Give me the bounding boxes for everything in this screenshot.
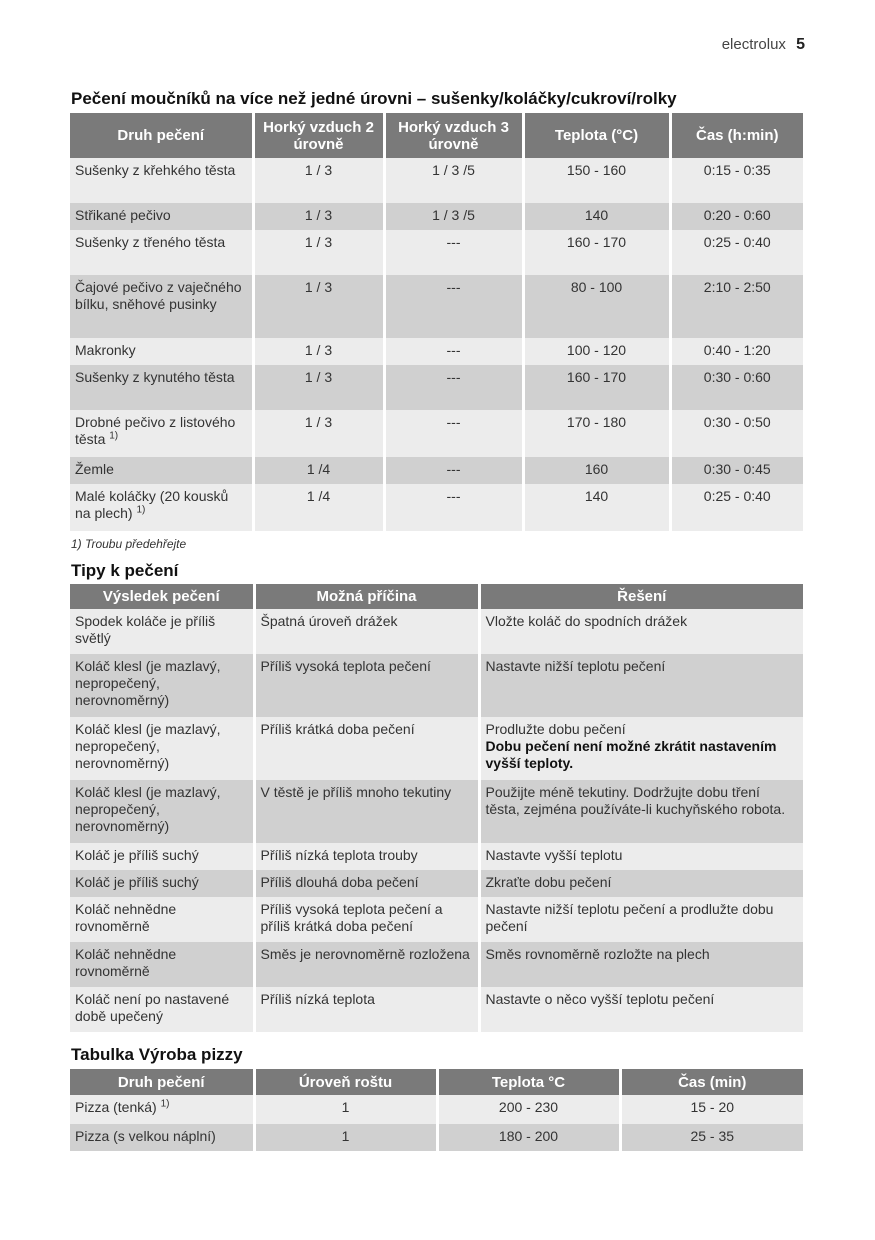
cell-hot-air-2 — [253, 203, 384, 230]
col-header-time: Čas (h:min) — [670, 113, 803, 158]
cell-druh-peceni — [70, 275, 253, 338]
cell-result-text: Koláč klesl (je mazlavý, nepropečený, nerovnoměrný) — [75, 658, 221, 708]
cell-solution — [479, 717, 803, 780]
table-row — [70, 158, 803, 203]
cell-hot-air-3-text: --- — [446, 342, 461, 358]
cell-cause — [254, 717, 479, 780]
cell-rack-level-text: 1 — [341, 1128, 350, 1144]
page-header — [722, 36, 805, 54]
solution-text: Zkraťte dobu pečení — [485, 874, 612, 890]
col-header-pizza-temperature: Teplota °C — [437, 1069, 620, 1095]
cell-pizza-time-text: 25 - 35 — [690, 1128, 735, 1144]
solution-warning: Dobu pečení není možné zkrátit nastavením vyšší teploty. — [485, 738, 777, 771]
cell-cause — [254, 987, 479, 1032]
footnote-ref: 1) — [160, 1098, 170, 1110]
cell-result-text: Koláč není po nastavené době upečený — [75, 991, 230, 1024]
col-header-rack-level: Úroveň roštu — [254, 1069, 437, 1095]
item-name: Makronky — [75, 342, 136, 358]
cell-hot-air-2 — [253, 457, 384, 484]
solution-text: Prodlužte dobu pečení — [485, 721, 626, 737]
cell-hot-air-2-text: 1 / 3 — [304, 234, 333, 250]
cell-hot-air-3-text: --- — [446, 234, 461, 250]
table-row — [70, 457, 803, 484]
cell-pizza-temperature — [437, 1095, 620, 1124]
item-name: Pizza (tenká) — [75, 1099, 157, 1115]
cell-temperature-text: 100 - 120 — [566, 342, 627, 358]
cell-rack-level-text: 1 — [341, 1099, 350, 1115]
item-name: Sušenky z třeného těsta — [75, 234, 226, 250]
cell-cause — [254, 609, 479, 654]
cell-temperature-text: 140 — [584, 207, 609, 223]
cell-hot-air-2 — [253, 158, 384, 203]
brand-name: electrolux — [721, 36, 786, 53]
table-row — [70, 654, 803, 717]
cell-result-text: Koláč klesl (je mazlavý, nepropečený, nerovnoměrný) — [75, 721, 221, 771]
col-header-pizza-type: Druh pečení — [70, 1069, 254, 1095]
table1-body — [70, 158, 803, 531]
cell-hot-air-2 — [253, 484, 384, 531]
col-header-result: Výsledek pečení — [70, 584, 254, 609]
cell-temperature-text: 160 - 170 — [566, 234, 627, 250]
cell-cause — [254, 897, 479, 942]
item-name: Sušenky z kynutého těsta — [75, 369, 235, 385]
cell-hot-air-3 — [384, 457, 523, 484]
table3-header-row — [70, 1069, 803, 1095]
cell-temperature — [523, 457, 670, 484]
solution-text: Vložte koláč do spodních drážek — [485, 613, 688, 629]
cell-temperature — [523, 230, 670, 275]
cell-druh-peceni — [70, 484, 253, 531]
cell-result-text: Spodek koláče je příliš světlý — [75, 613, 216, 646]
table2-body — [70, 609, 803, 1032]
solution-text: Nastavte nižší teplotu pečení — [485, 658, 666, 674]
cell-result — [70, 897, 254, 942]
col-header-temperature: Teplota (°C) — [523, 113, 670, 158]
solution-text: Nastavte nižší teplotu pečení a prodlužte dobu pečení — [485, 901, 774, 934]
cell-time — [670, 410, 803, 457]
cell-pizza-time — [620, 1095, 803, 1124]
item-name: Žemle — [75, 461, 114, 477]
cell-hot-air-3 — [384, 275, 523, 338]
solution-text: Nastavte o něco vyšší teplotu pečení — [485, 991, 715, 1007]
cell-cause-text: Příliš vysoká teplota pečení — [260, 658, 431, 674]
table-row — [70, 1124, 803, 1151]
cell-solution — [479, 942, 803, 987]
cell-temperature-text: 150 - 160 — [566, 162, 627, 178]
cell-cause — [254, 870, 479, 897]
baking-multi-level-table — [70, 113, 803, 531]
cell-temperature — [523, 410, 670, 457]
cell-druh-peceni — [70, 230, 253, 275]
cell-hot-air-3 — [384, 158, 523, 203]
item-name: Střikané pečivo — [75, 207, 171, 223]
table-row — [70, 717, 803, 780]
cell-result — [70, 942, 254, 987]
cell-pizza-type — [70, 1095, 254, 1124]
cell-temperature-text: 170 - 180 — [566, 414, 627, 430]
cell-time-text: 0:15 - 0:35 — [703, 162, 771, 178]
table3-body — [70, 1095, 803, 1151]
cell-pizza-time — [620, 1124, 803, 1151]
table-row — [70, 230, 803, 275]
cell-rack-level — [254, 1095, 437, 1124]
table-row — [70, 275, 803, 338]
cell-temperature — [523, 203, 670, 230]
cell-solution — [479, 609, 803, 654]
cell-hot-air-3-text: --- — [446, 279, 461, 295]
cell-cause-text: V těstě je příliš mnoho tekutiny — [260, 784, 452, 800]
cell-result-text: Koláč je příliš suchý — [75, 874, 199, 890]
cell-pizza-temperature — [437, 1124, 620, 1151]
cell-hot-air-2-text: 1 / 3 — [304, 162, 333, 178]
cell-result — [70, 654, 254, 717]
solution-text: Nastavte vyšší teplotu — [485, 847, 623, 863]
cell-hot-air-2-text: 1 / 3 — [304, 279, 333, 295]
cell-hot-air-2 — [253, 365, 384, 410]
footnote-ref: 1) — [136, 504, 146, 516]
solution-text: Směs rovnoměrně rozložte na plech — [485, 946, 710, 962]
cell-hot-air-3 — [384, 338, 523, 365]
cell-result-text: Koláč je příliš suchý — [75, 847, 199, 863]
cell-pizza-temperature-text: 180 - 200 — [498, 1128, 559, 1144]
table1-title: Pečení moučníků na více než jedné úrovni – sušenky/koláčky/cukroví/rolky — [71, 89, 677, 108]
cell-temperature-text: 160 — [584, 461, 609, 477]
cell-hot-air-3-text: --- — [446, 414, 461, 430]
cell-time — [670, 158, 803, 203]
cell-temperature — [523, 158, 670, 203]
cell-time-text: 0:30 - 0:50 — [703, 414, 771, 430]
cell-result — [70, 780, 254, 843]
cell-hot-air-2-text: 1 / 3 — [304, 207, 333, 223]
col-header-pizza-time: Čas (min) — [620, 1069, 803, 1095]
cell-druh-peceni — [70, 338, 253, 365]
cell-hot-air-2-text: 1 / 3 — [304, 369, 333, 385]
col-header-hot-air-3: Horký vzduch 3 úrovně — [384, 113, 523, 158]
cell-hot-air-3 — [384, 410, 523, 457]
item-name: Malé koláčky (20 kousků na plech) — [75, 488, 229, 521]
cell-solution — [479, 897, 803, 942]
cell-result — [70, 717, 254, 780]
cell-hot-air-3-text: 1 / 3 /5 — [432, 162, 475, 178]
cell-hot-air-3-text: --- — [446, 488, 461, 504]
table-row — [70, 365, 803, 410]
col-header-druh-peceni: Druh pečení — [70, 113, 253, 158]
cell-time-text: 0:25 - 0:40 — [703, 488, 771, 504]
footnote-ref: 1) — [109, 430, 119, 442]
cell-hot-air-3 — [384, 203, 523, 230]
cell-temperature-text: 140 — [584, 488, 609, 504]
cell-hot-air-2-text: 1 /4 — [306, 461, 331, 477]
cell-hot-air-3 — [384, 365, 523, 410]
cell-solution — [479, 870, 803, 897]
table2-header-row — [70, 584, 803, 609]
table2-title: Tipy k pečení — [71, 561, 179, 580]
cell-cause-text: Příliš nízká teplota trouby — [260, 847, 418, 863]
table-row — [70, 987, 803, 1032]
cell-hot-air-2 — [253, 338, 384, 365]
cell-time-text: 0:30 - 0:60 — [703, 369, 771, 385]
cell-cause-text: Příliš dlouhá doba pečení — [260, 874, 419, 890]
table-row — [70, 410, 803, 457]
cell-temperature-text: 80 - 100 — [570, 279, 623, 295]
item-name: Drobné pečivo z listového těsta — [75, 414, 236, 447]
cell-druh-peceni — [70, 457, 253, 484]
cell-result — [70, 870, 254, 897]
cell-hot-air-3-text: --- — [446, 461, 461, 477]
cell-hot-air-3 — [384, 230, 523, 275]
cell-hot-air-2-text: 1 /4 — [306, 488, 331, 504]
footnote-preheat: 1) Troubu předehřejte — [71, 537, 187, 551]
pizza-table — [70, 1069, 803, 1151]
col-header-solution: Řešení — [479, 584, 803, 609]
cell-pizza-time-text: 15 - 20 — [690, 1099, 735, 1115]
table-row — [70, 897, 803, 942]
cell-cause — [254, 942, 479, 987]
cell-time — [670, 230, 803, 275]
cell-temperature-text: 160 - 170 — [566, 369, 627, 385]
cell-result — [70, 843, 254, 870]
cell-result — [70, 987, 254, 1032]
table-row — [70, 338, 803, 365]
cell-time-text: 0:25 - 0:40 — [703, 234, 771, 250]
baking-tips-table — [70, 584, 803, 1032]
cell-cause — [254, 654, 479, 717]
table1-header-row — [70, 113, 803, 158]
solution-text: Použijte méně tekutiny. Dodržujte dobu tření těsta, zejména používáte-li kuchyňského robota. — [485, 784, 786, 817]
table-row — [70, 1095, 803, 1124]
cell-solution — [479, 654, 803, 717]
cell-result-text: Koláč nehnědne rovnoměrně — [75, 946, 177, 979]
col-header-cause: Možná příčina — [254, 584, 479, 609]
cell-solution — [479, 780, 803, 843]
cell-druh-peceni — [70, 158, 253, 203]
cell-time — [670, 484, 803, 531]
cell-cause — [254, 843, 479, 870]
table-row — [70, 609, 803, 654]
item-name: Čajové pečivo z vaječného bílku, sněhové pusinky — [75, 279, 242, 312]
cell-rack-level — [254, 1124, 437, 1151]
cell-time-text: 0:30 - 0:45 — [703, 461, 771, 477]
cell-result — [70, 609, 254, 654]
cell-hot-air-2-text: 1 / 3 — [304, 414, 333, 430]
cell-result-text: Koláč nehnědne rovnoměrně — [75, 901, 177, 934]
cell-time-text: 2:10 - 2:50 — [703, 279, 771, 295]
cell-hot-air-2 — [253, 275, 384, 338]
cell-solution — [479, 987, 803, 1032]
cell-time — [670, 338, 803, 365]
cell-time — [670, 203, 803, 230]
cell-hot-air-2-text: 1 / 3 — [304, 342, 333, 358]
cell-temperature — [523, 338, 670, 365]
cell-pizza-temperature-text: 200 - 230 — [498, 1099, 559, 1115]
cell-pizza-type — [70, 1124, 254, 1151]
cell-hot-air-3-text: 1 / 3 /5 — [432, 207, 475, 223]
cell-druh-peceni — [70, 365, 253, 410]
cell-cause-text: Příliš nízká teplota — [260, 991, 375, 1007]
cell-druh-peceni — [70, 410, 253, 457]
table3-title: Tabulka Výroba pizzy — [71, 1045, 243, 1064]
cell-time — [670, 365, 803, 410]
table-row — [70, 484, 803, 531]
cell-time-text: 0:40 - 1:20 — [703, 342, 771, 358]
cell-cause-text: Směs je nerovnoměrně rozložena — [260, 946, 470, 962]
page-number: 5 — [796, 36, 805, 53]
cell-result-text: Koláč klesl (je mazlavý, nepropečený, nerovnoměrný) — [75, 784, 221, 834]
table-row — [70, 203, 803, 230]
cell-time — [670, 275, 803, 338]
table-row — [70, 870, 803, 897]
cell-hot-air-2 — [253, 410, 384, 457]
cell-cause-text: Příliš vysoká teplota pečení a příliš krátká doba pečení — [260, 901, 443, 934]
cell-temperature — [523, 365, 670, 410]
cell-solution — [479, 843, 803, 870]
cell-druh-peceni — [70, 203, 253, 230]
cell-hot-air-3 — [384, 484, 523, 531]
cell-temperature — [523, 275, 670, 338]
cell-time-text: 0:20 - 0:60 — [703, 207, 771, 223]
cell-time — [670, 457, 803, 484]
item-name: Pizza (s velkou náplní) — [75, 1128, 216, 1144]
table-row — [70, 780, 803, 843]
col-header-hot-air-2: Horký vzduch 2 úrovně — [253, 113, 384, 158]
cell-hot-air-2 — [253, 230, 384, 275]
table-row — [70, 843, 803, 870]
cell-cause-text: Špatná úroveň drážek — [260, 613, 398, 629]
cell-cause-text: Příliš krátká doba pečení — [260, 721, 415, 737]
cell-hot-air-3-text: --- — [446, 369, 461, 385]
table-row — [70, 942, 803, 987]
cell-temperature — [523, 484, 670, 531]
cell-cause — [254, 780, 479, 843]
item-name: Sušenky z křehkého těsta — [75, 162, 236, 178]
